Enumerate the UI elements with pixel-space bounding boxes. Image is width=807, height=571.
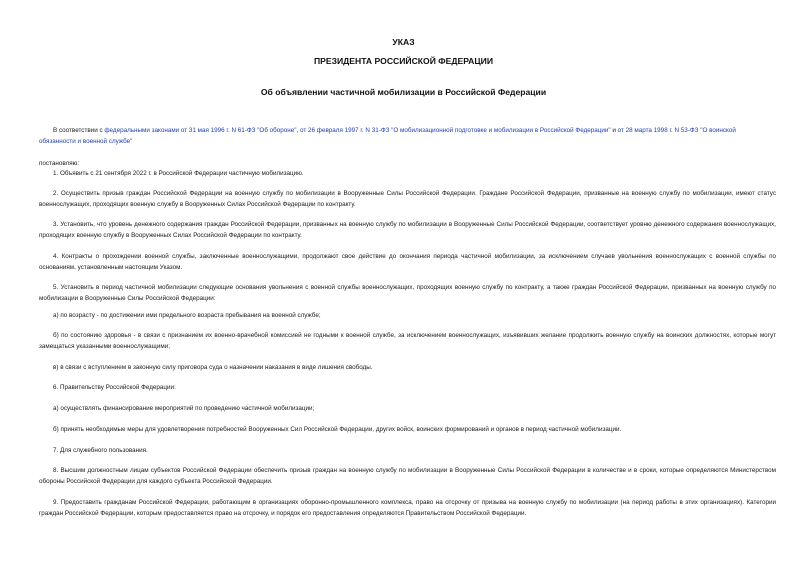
doc-type-heading: УКАЗ (392, 37, 415, 47)
law-link-31fz[interactable]: от 26 февраля 1997 г. N 31-ФЗ "О мобилизационной подготовке и мобилизации в Российской Федерации" (300, 127, 611, 134)
preamble-separator: , (296, 127, 301, 134)
paragraph-9: 9. Предоставить гражданам Российской Федерации, работающим в организациях оборонно-промышленного комплекса, право на отсрочку от призыва на военную службу по мобилизации (на период работы в этих организациях). Категории граждан Российской Федерации, которым предоставляется право на отсрочку, и порядок его предоставления определяются Правительством Российской Федерации. (39, 499, 776, 517)
paragraph-1: 1. Объявить с 21 сентября 2022 г. в Российской Федерации частичную мобилизацию. (53, 170, 304, 177)
paragraph-5b: б) по состоянию здоровья - в связи с признанием их военно-врачебной комиссией не годными к военной службе, за исключением военнослужащих, изъявивших желание продолжить военную службу на воинских должностях, которые могут замещаться указанными военнослужащими; (39, 332, 776, 350)
preamble (39, 125, 774, 147)
paragraph-8: 8. Высшим должностным лицам субъектов Российской Федерации обеспечить призыв граждан на военную службу по мобилизации в Вооруженные Силы Российской Федерации в количестве и в сроки, которые определяются Министерством обороны Российской Федерации для каждого субъекта Российской Федерации. (39, 467, 776, 485)
paragraph-5v: в) в связи с вступлением в законную силу приговора суда о назначении наказания в виде лишения свободы. (53, 364, 373, 371)
paragraph-5a: а) по возрасту - по достижении ими предельного возраста пребывания на военной службе; (53, 312, 321, 319)
paragraph-6a: а) осуществлять финансирование мероприятий по проведению частичной мобилизации; (53, 405, 315, 412)
law-link-61fz[interactable]: федеральными законами от 31 мая 1996 г. N 61-ФЗ "Об обороне" (104, 127, 297, 134)
paragraph-2: 2. Осуществить призыв граждан Российской Федерации на военную службу по мобилизации в Вооруженные Силы Российской Федерации. Граждане Российской Федерации, призванные на военную службу по мобилизации, имеют статус военнослужащих, проходящих военную службу в Вооруженных Силах Российской Федерации по контракту. (39, 190, 776, 208)
issuer-heading: ПРЕЗИДЕНТА РОССИЙСКОЙ ФЕДЕРАЦИИ (313, 56, 494, 66)
preamble-lead: В соответствии с (53, 127, 105, 134)
paragraph-3: 3. Установить, что уровень денежного содержания граждан Российской Федерации, призванных на военную службу по мобилизации в Вооруженные Силы Российской Федерации, соответствует уровню денежного содержания военнослужащих, проходящих военную службу в Вооруженных Силах Российской Федерации по контракту. (39, 221, 776, 239)
preamble-separator: и (610, 127, 618, 134)
paragraph-7: 7. Для служебного пользования. (53, 447, 148, 454)
paragraph-6b: б) принять необходимые меры для удовлетворения потребностей Вооруженных Сил Российской Федерации, других войск, воинских формирований и органов в период частичной мобилизации. (53, 426, 622, 433)
document-title: Об объявлении частичной мобилизации в Российской Федерации (260, 87, 547, 97)
paragraph-4: 4. Контракты о прохождении военной службы, заключенные военнослужащими, продолжают свое действие до окончания периода частичной мобилизации, за исключением случаев увольнения военнослужащих с военной службы по основаниям, установленным настоящим Указом. (39, 253, 776, 271)
paragraph-5: 5. Установить в период частичной мобилизации следующие основания увольнения с военной службы военнослужащих, проходящих военную службу по контракту, а также граждан Российской Федерации, призванных на военную службу по мобилизации в Вооруженные Силы Российской Федерации: (39, 284, 776, 302)
decree-word: постановляю: (39, 160, 80, 167)
paragraph-6: 6. Правительству Российской Федерации: (53, 384, 176, 391)
law-link-53fz[interactable]: от 28 марта 1998 г. N 53-ФЗ "О воинской обязанности и военной службе" (39, 127, 736, 145)
